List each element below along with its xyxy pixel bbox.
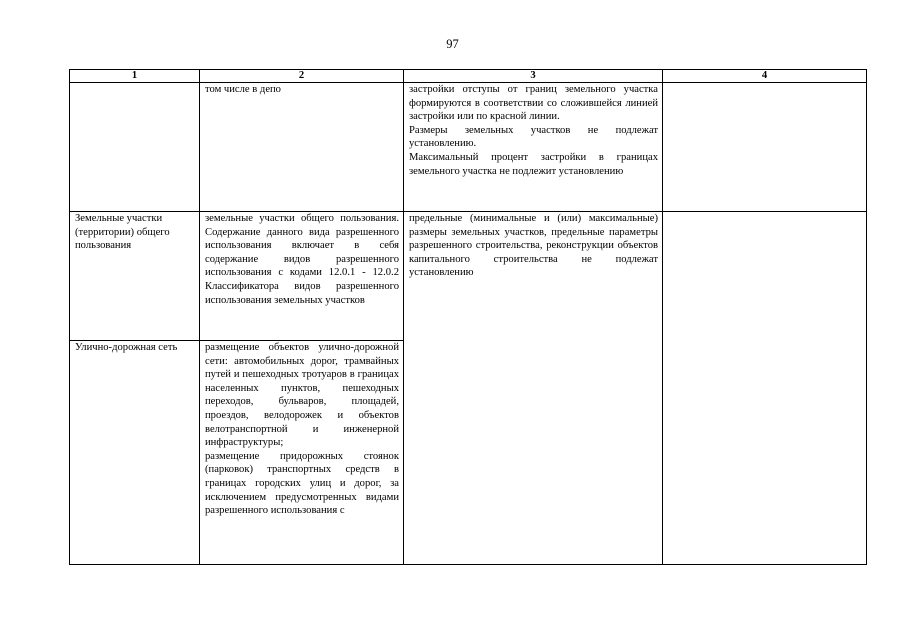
cell-row2-col3: предельные (минимальные и (или) максимальные) размеры земельных участков, предельные параметры разрешенного строительства, реконструкции объектов капитального строительства не подлежат установлению xyxy=(404,212,663,565)
header-col-4: 4 xyxy=(663,70,867,83)
cell-row2-col4 xyxy=(663,212,867,565)
header-col-2: 2 xyxy=(200,70,404,83)
paragraph: застройки отступы от границ земельного участка формируются в соответствии со сложившейся линией застройки или по красной линии. xyxy=(409,84,658,123)
paragraph: размещение придорожных стоянок (парковок) транспортных средств в границах городских улиц и дорог, за исключением предусмотренных видами разрешенного использования с xyxy=(205,450,399,517)
cell-row1-col2: том числе в депо xyxy=(200,83,404,212)
cell-row2-col2: земельные участки общего пользования. Содержание данного вида разрешенного использования включает в себя содержание видов разрешенного использования с кодами 12.0.1 - 12.0.2 Классификатора видов разрешенного использования земельных участков xyxy=(200,212,404,341)
cell-row1-col1 xyxy=(70,83,200,212)
header-col-3: 3 xyxy=(404,70,663,83)
table-row xyxy=(70,212,867,341)
cell-row1-col3 xyxy=(404,83,663,212)
header-col-1: 1 xyxy=(70,70,200,83)
cell-row3-col1: Улично-дорожная сеть xyxy=(70,341,200,565)
page-number: 97 xyxy=(446,37,459,51)
cell-row2-col1: Земельные участки (территории) общего пользования xyxy=(70,212,200,341)
table-row xyxy=(70,83,867,212)
table-header-row xyxy=(70,70,867,83)
paragraph: Максимальный процент застройки в границах земельного участка не подлежит установлению xyxy=(409,151,658,177)
cell-row3-col2 xyxy=(200,341,404,565)
paragraph: Размеры земельных участков не подлежат установлению. xyxy=(409,124,658,150)
paragraph: размещение объектов улично-дорожной сети: автомобильных дорог, трамвайных путей и пешеходных тротуаров в границах населенных пунктов, пешеходных переходов, бульваров, площадей, проездов, велодорожек и объектов велотранспортной и инженерной инфраструктуры; xyxy=(205,342,399,449)
cell-row1-col4 xyxy=(663,83,867,212)
regulation-table xyxy=(69,69,867,565)
